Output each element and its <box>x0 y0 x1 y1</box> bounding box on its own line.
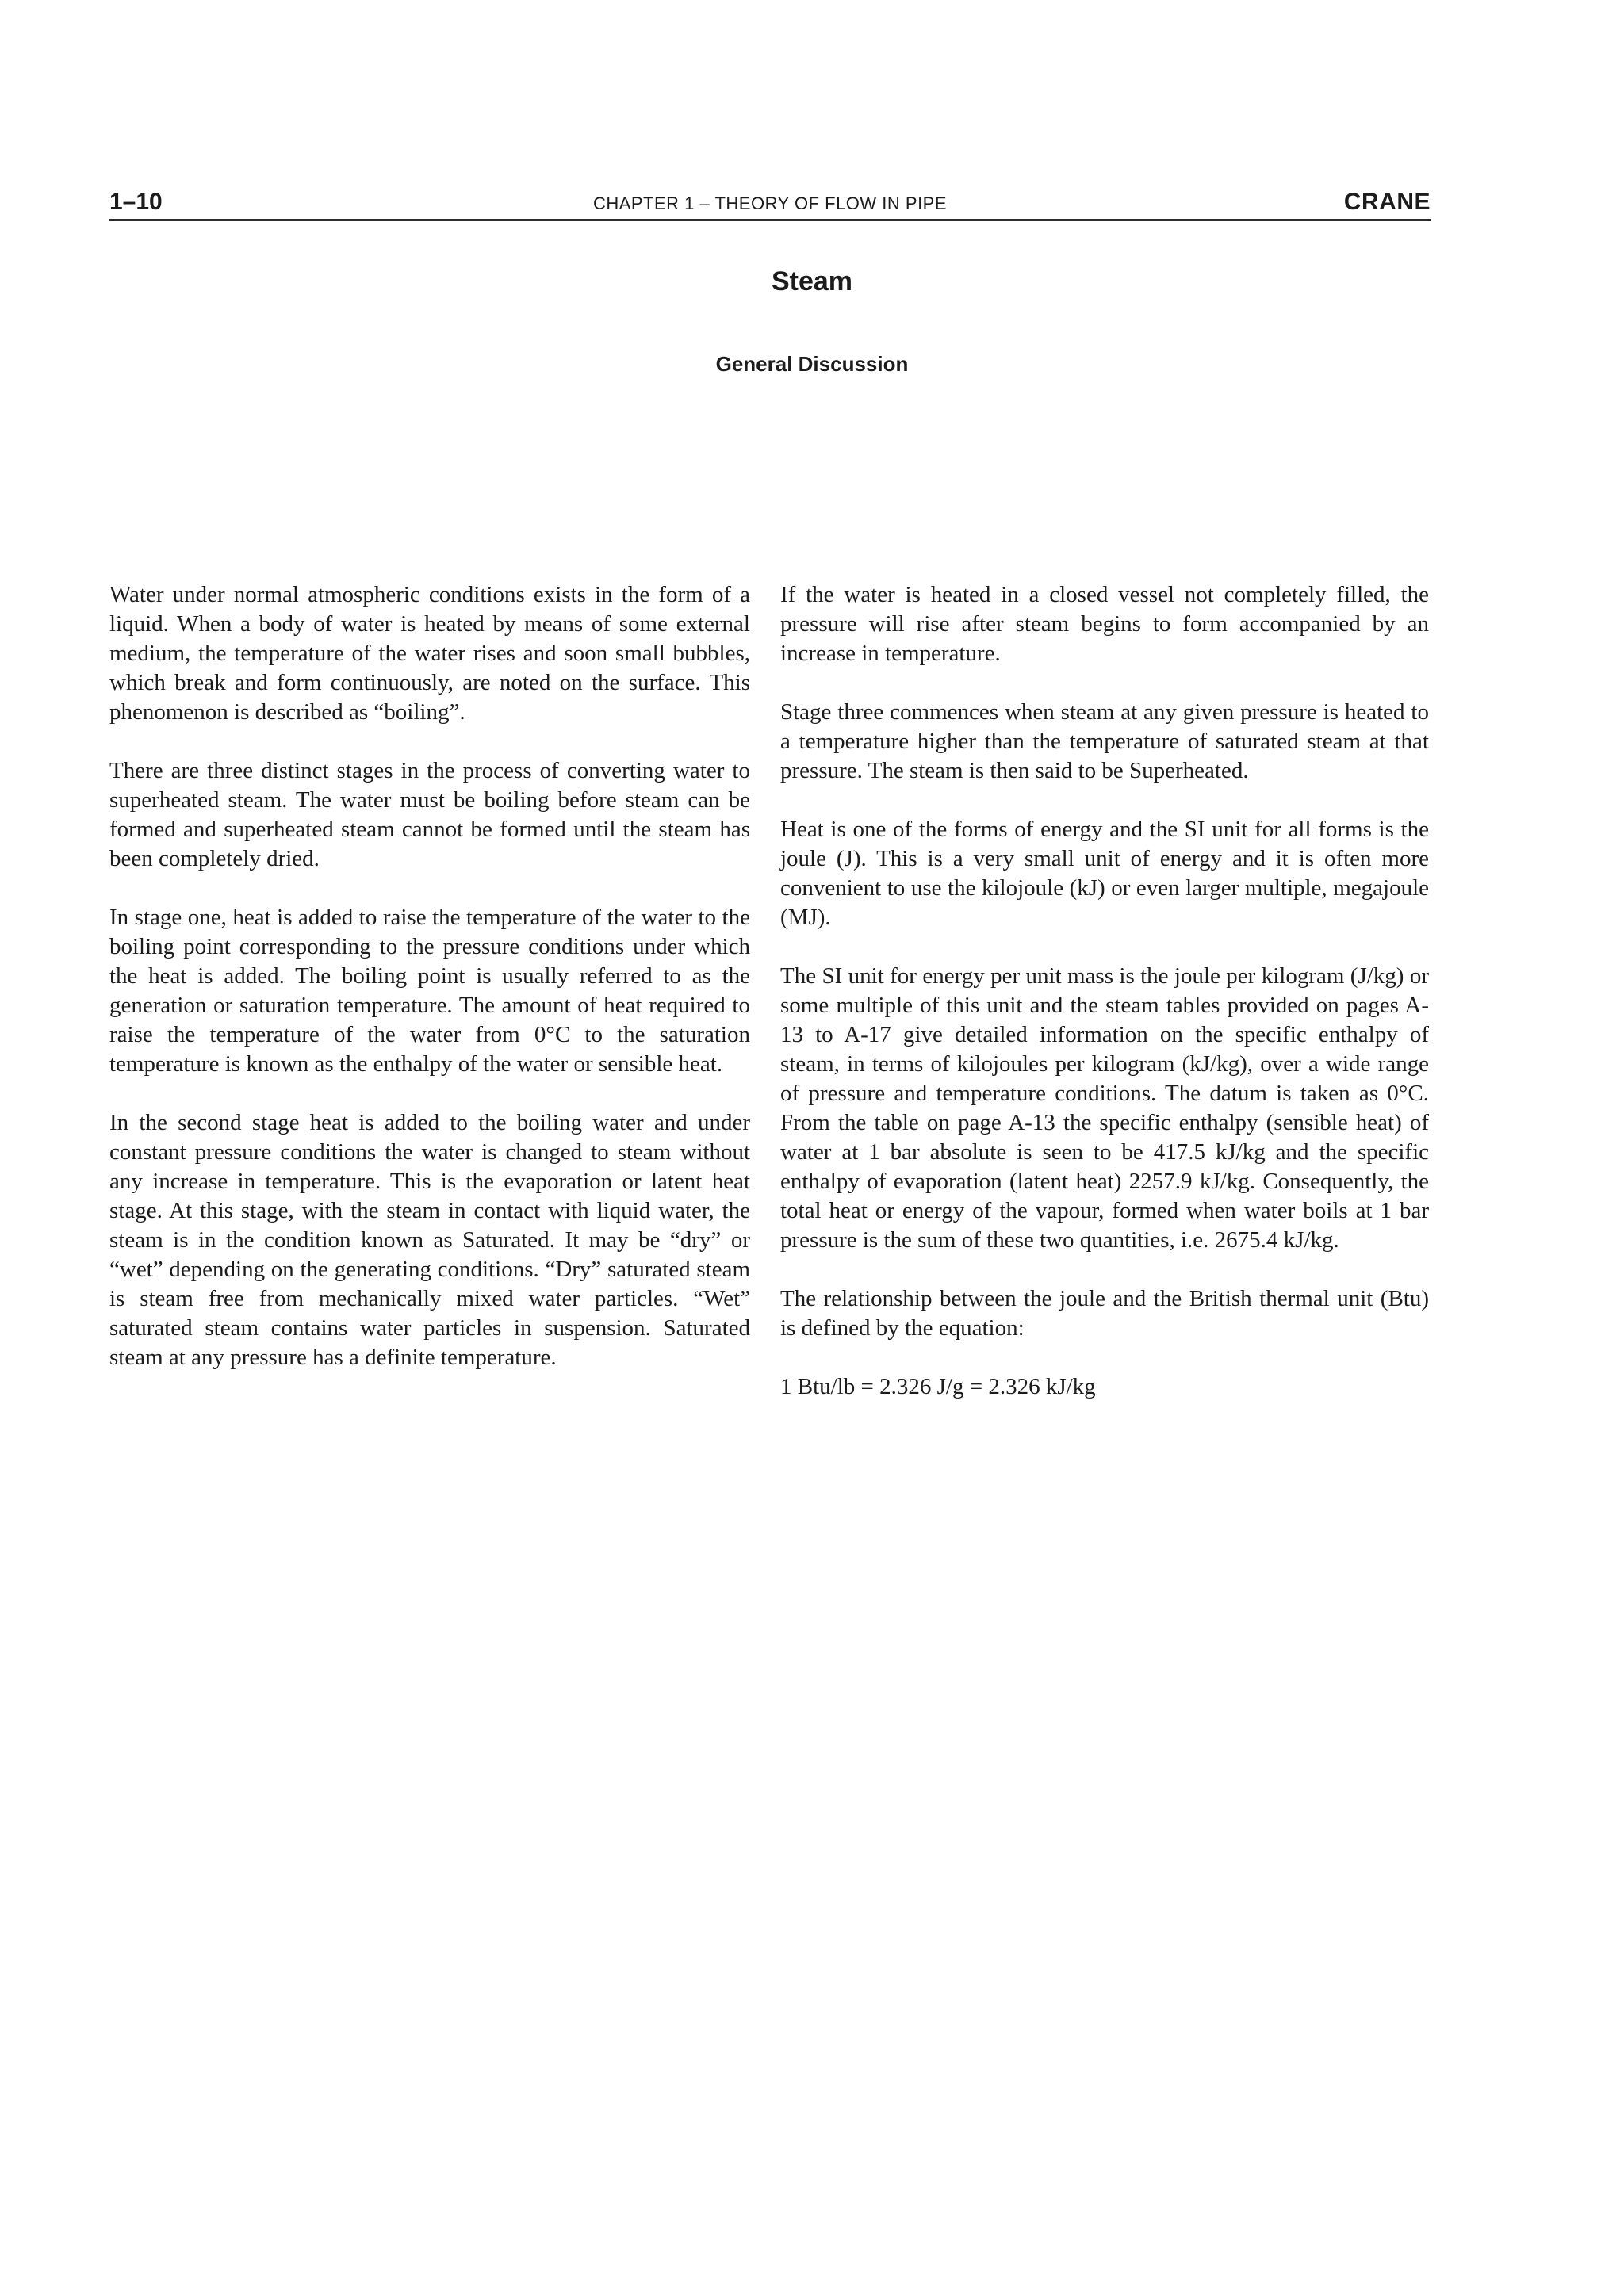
paragraph: Heat is one of the forms of energy and the SI unit for all forms is the joule (J). This is a very small unit of energy and it is often more convenient to use the kilojoule (kJ) or even larger multiple, megajoule (MJ). <box>780 817 1429 930</box>
section-subtitle: General Discussion <box>715 352 909 376</box>
paragraph: The relationship between the joule and the British thermal unit (Btu) is defined by the equation: <box>780 1286 1429 1341</box>
paragraph: Stage three commences when steam at any given pressure is heated to a temperature higher than the temperature of saturated steam at that pressure. The steam is then said to be Superheated. <box>780 699 1429 783</box>
page-number: 1–10 <box>109 189 163 215</box>
paragraph: Water under normal atmospheric conditions exists in the form of a liquid. When a body of water is heated by means of some external medium, the temperature of the water rises and soon small bubbles, which break and form continuously, are noted on the surface. This phenomenon is described as “boiling”. <box>109 582 750 725</box>
chapter-title: CHAPTER 1 – THEORY OF FLOW IN PIPE <box>592 193 948 213</box>
left-column <box>109 580 750 1402</box>
paragraph: In stage one, heat is added to raise the temperature of the water to the boiling point corresponding to the pressure conditions under which the heat is added. The boiling point is usually referred to as the generation or saturation temperature. The amount of heat required to raise the temperature of the water from 0°C to the saturation temperature is known as the enthalpy of the water or sensible heat. <box>109 905 750 1077</box>
paragraph: The SI unit for energy per unit mass is the joule per kilogram (J/kg) or some multiple of this unit and the steam tables provided on pages A-13 to A-17 give detailed information on the specific enthalpy of steam, in terms of kilojoules per kilogram (kJ/kg), over a wide range of pressure and temperature conditions. The datum is taken as 0°C. From the table on page A-13 the specific enthalpy (sensible heat) of water at 1 bar absolute is seen to be 417.5 kJ/kg and the specific enthalpy of evaporation (latent heat) 2257.9 kJ/kg. Consequently, the total heat or energy of the vapour, formed when water boils at 1 bar pressure is the sum of these two quantities, i.e. 2675.4 kJ/kg. <box>780 963 1429 1253</box>
paragraph: In the second stage heat is added to the boiling water and under constant pressure conditions the water is changed to steam without any increase in temperature. This is the evaporation or latent heat stage. At this stage, with the steam in contact with liquid water, the steam is in the condition known as Saturated. It may be “dry” or “wet” depending on the generating conditions. “Dry” saturated steam is steam free from mechanically mixed water particles. “Wet” saturated steam contains water particles in suspension. Saturated steam at any pressure has a definite temperature. <box>109 1110 750 1370</box>
right-column <box>780 580 1429 1431</box>
conversion-equation: 1 Btu/lb = 2.326 J/g = 2.326 kJ/kg <box>780 1374 1096 1399</box>
page-header <box>109 184 1431 221</box>
section-title: Steam <box>771 266 853 297</box>
publisher-brand: CRANE <box>1343 189 1431 215</box>
paragraph: If the water is heated in a closed vessel not completely filled, the pressure will rise after steam begins to form accompanied by an increase in temperature. <box>780 582 1429 666</box>
paragraph: There are three distinct stages in the process of converting water to superheated steam. The water must be boiling before steam can be formed and superheated steam cannot be formed until the steam has been completely dried. <box>109 758 750 871</box>
